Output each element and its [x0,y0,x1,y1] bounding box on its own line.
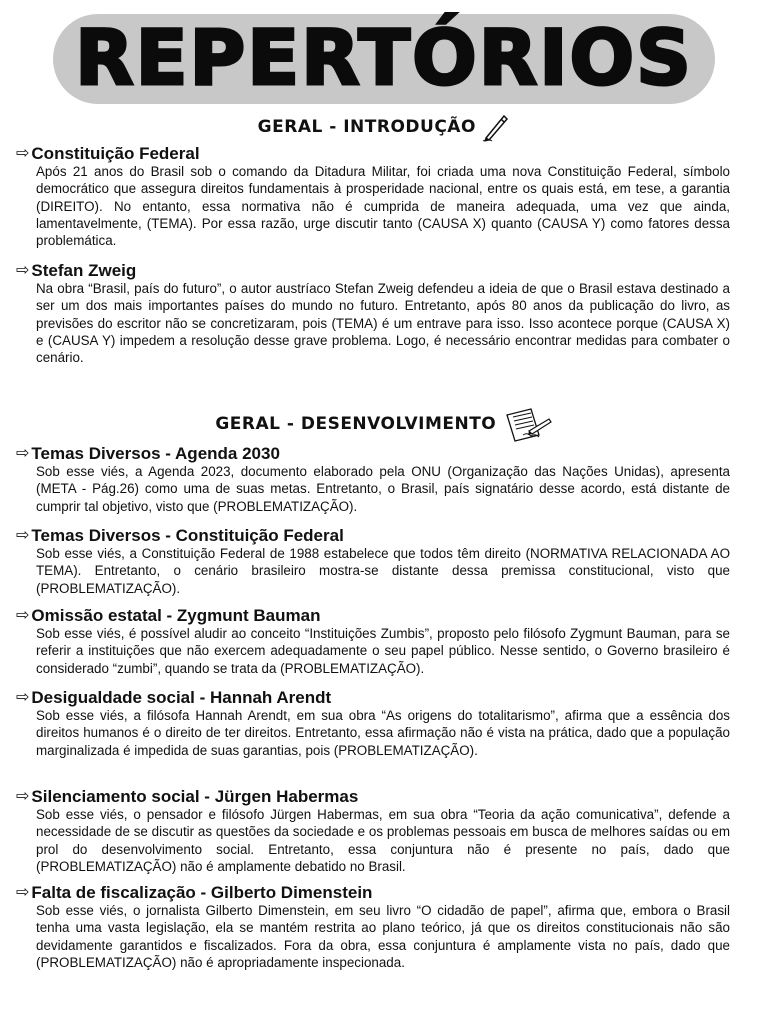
item-body: Sob esse viés, o pensador e filósofo Jürgen Habermas, em sua obra “Teoria da ação comunicativa”, defende a necessidade de se discutir as questões da sociedade e os problemas pessoais em busca de melhores saídas ou em prol do desenvolvimento social. Entretanto, essa conjuntura não é presente no país, dado que (PROBLEMATIZAÇÃO) não é amplamente debatido no Brasil. [36,807,730,874]
list-item [16,444,730,515]
arrow-right-icon: ⇨ [16,607,30,624]
item-heading [16,144,730,163]
item-heading [16,606,730,625]
list-item [16,787,730,875]
list-item [16,526,730,597]
item-heading [16,883,730,902]
arrow-right-icon: ⇨ [16,262,30,279]
item-body: Após 21 anos do Brasil sob o comando da Ditadura Militar, foi criada uma nova Constituição Federal, símbolo democrático que assegura direitos fundamentais à prosperidade nacional, entre os quais está, em tese, a garantia (DIREITO). No entanto, essa normativa não é cumprida de maneira adequada, uma vez que ainda, lamentavelmente, (TEMA). Por essa razão, urge discutir tanto (CAUSA X) quanto (CAUSA Y) como fatores dessa problemática. [36,164,730,249]
item-title: Constituição Federal [31,144,200,163]
writing-paper-icon [503,405,553,443]
list-item [16,688,730,759]
item-heading [16,526,730,545]
arrow-right-icon: ⇨ [16,788,30,805]
arrow-right-icon: ⇨ [16,445,30,462]
item-heading [16,444,730,463]
section-heading-introducao [0,112,768,142]
item-title: Stefan Zweig [31,261,137,280]
list-item [16,144,730,249]
item-heading [16,261,730,280]
item-heading [16,688,730,707]
item-title: Desigualdade social - Hannah Arendt [31,688,332,707]
arrow-right-icon: ⇨ [16,884,30,901]
list-item [16,883,730,971]
pen-icon [482,112,510,142]
section-heading-text: GERAL - INTRODUÇÃO [257,117,476,137]
page-title-wrap [0,14,768,104]
item-title: Temas Diversos - Constituição Federal [31,526,344,545]
arrow-right-icon: ⇨ [16,689,30,706]
item-title: Omissão estatal - Zygmunt Bauman [31,606,321,625]
list-item [16,606,730,677]
item-heading [16,787,730,806]
arrow-right-icon: ⇨ [16,145,30,162]
item-title: Temas Diversos - Agenda 2030 [31,444,280,463]
item-title: Falta de fiscalização - Gilberto Dimenstein [31,883,373,902]
item-body: Sob esse viés, a Constituição Federal de 1988 estabelece que todos têm direito (NORMATIVA RELACIONADA AO TEMA). Entretanto, o cenário brasileiro mostra-se distante dessa premissa constitucional, visto que (PROBLEMATIZAÇÃO). [36,546,730,596]
item-body: Sob esse viés, o jornalista Gilberto Dimenstein, em seu livro “O cidadão de papel”, afirma que, embora o Brasil tenha uma vasta legislação, ela se mantém restrita ao plano teórico, já que os direitos constitucionais não são devidamente garantidos e fiscalizados. Fora da obra, essa conjuntura é amplamente vista no país, dado que (PROBLEMATIZAÇÃO) não é apropriadamente inspecionada. [36,903,730,970]
list-item [16,261,730,366]
item-body: Sob esse viés, a filósofa Hannah Arendt, em sua obra “As origens do totalitarismo”, afirma que a essência dos direitos humanos é o direito de ter direitos. Entretanto, essa afirmação não é vista na prática, dado que a população marginalizada é impedida de suas garantias, pois (PROBLEMATIZAÇÃO). [36,708,730,758]
page-title: REPERTÓRIOS [53,14,715,104]
arrow-right-icon: ⇨ [16,527,30,544]
section-heading-desenvolvimento [0,405,768,443]
section-heading-text: GERAL - DESENVOLVIMENTO [215,414,497,434]
item-body: Sob esse viés, é possível aludir ao conceito “Instituições Zumbis”, proposto pelo filósofo Zygmunt Bauman, para se referir a instituições que não exercem adequadamente o seu papel público. Nesse sentido, o Governo brasileiro é considerado “zumbi”, quando se trata da (PROBLEMATIZAÇÃO). [36,626,730,676]
item-body: Sob esse viés, a Agenda 2023, documento elaborado pela ONU (Organização das Nações Unidas), apresenta (META - Pág.26) como uma de suas metas. Entretanto, o Brasil, país signatário desse acordo, está distante de cumprir tal objetivo, visto que (PROBLEMATIZAÇÃO). [36,464,730,514]
item-body: Na obra “Brasil, país do futuro”, o autor austríaco Stefan Zweig defendeu a ideia de que o Brasil estava destinado a ser um dos mais importantes países do mundo no futuro. Entretanto, após 80 anos da publicação do livro, as previsões do escritor não se concretizaram, pois (TEMA) é um entrave para isso. Isso acontece porque (CAUSA X) e (CAUSA Y) impedem a resolução desse grave problema. Logo, é necessário encontrar medidas para combater o cenário. [36,281,730,366]
item-title: Silenciamento social - Jürgen Habermas [31,787,359,806]
